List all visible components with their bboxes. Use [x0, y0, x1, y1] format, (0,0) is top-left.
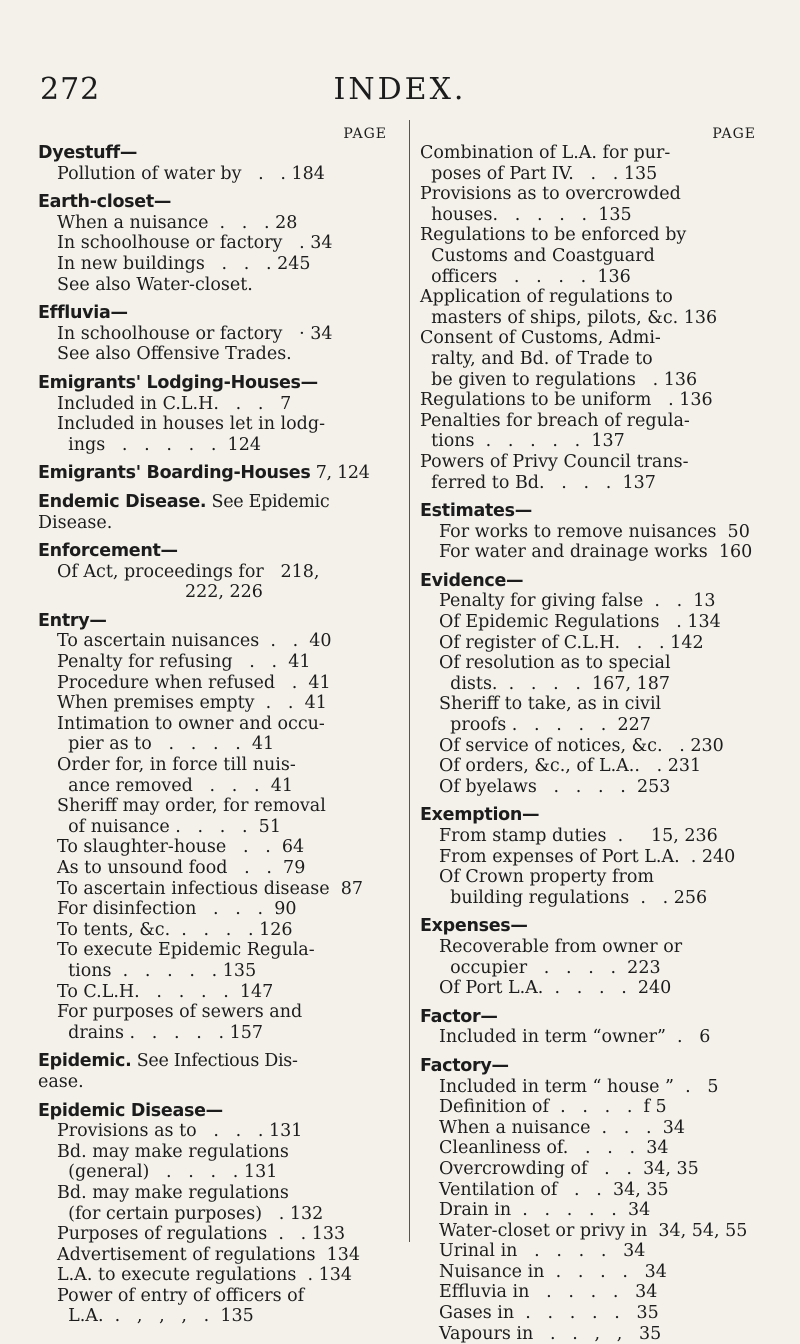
entry-line: To execute Epidemic Regula-	[57, 940, 315, 961]
index-entry	[420, 916, 770, 998]
entry-line: For disinfection . . . 90	[57, 899, 297, 920]
entry-heading	[38, 1101, 401, 1122]
entry-line: tions . . . . . 135	[57, 960, 257, 981]
entry-line: To tents, &c. . . . . 126	[57, 919, 293, 940]
entry-line: For works to remove nuisances 50	[439, 521, 750, 542]
entry-line: poses of Part IV. . . 135	[420, 163, 658, 184]
entry-line: Disease.	[38, 512, 113, 533]
entry-line: (general) . . . . 131	[57, 1162, 278, 1183]
entry-line: Advertisement of regulations 134	[57, 1244, 360, 1265]
entry-heading-text: Evidence—	[420, 570, 524, 591]
entry-line: Effluvia in . . . . 34	[439, 1282, 658, 1303]
entry-line: 222, 226	[57, 582, 263, 603]
entry-line: Vapours in . . , , 35	[439, 1323, 662, 1344]
entry-heading	[38, 373, 401, 394]
entry-line: Water-closet or privy in 34, 54, 55	[439, 1220, 748, 1241]
entry-line: When premises empty . . 41	[57, 693, 327, 714]
index-entry	[420, 143, 770, 493]
entry-line: Regulations to be uniform . 136	[420, 390, 713, 411]
index-entry	[38, 373, 401, 455]
entry-line: To ascertain nuisances . . 40	[57, 631, 332, 652]
entry-heading-text: Entry—	[38, 610, 107, 631]
entry-line: Combination of L.A. for pur-	[420, 143, 671, 163]
column-divider	[409, 120, 410, 1242]
entry-heading-text: Enforcement—	[38, 541, 178, 562]
entry-line: Intimation to owner and occu-	[57, 713, 325, 734]
entry-heading	[38, 611, 401, 632]
entry-line: Sheriff to take, as in civil	[439, 694, 662, 715]
entry-heading	[38, 541, 401, 562]
entry-line: Urinal in . . . . 34	[439, 1241, 646, 1262]
entry-heading	[38, 303, 401, 324]
entry-line: Penalty for refusing . . 41	[57, 652, 311, 673]
index-entry	[420, 501, 770, 563]
index-entry	[420, 1056, 770, 1344]
entry-line: Ventilation of . . 34, 35	[439, 1179, 669, 1200]
page-label: PAGE	[712, 126, 756, 142]
entry-line: Procedure when refused . 41	[57, 672, 331, 693]
entry-line: Application of regulations to	[420, 287, 673, 308]
entry-line: Provisions as to overcrowded	[420, 184, 681, 205]
entry-line: Of byelaws . . . . 253	[439, 776, 671, 797]
entry-heading-text: Exemption—	[420, 805, 540, 826]
entry-line: Penalty for giving false . . 13	[439, 591, 716, 612]
entry-line: Gases in . . . . . 35	[439, 1303, 659, 1324]
index-entry	[38, 1051, 401, 1092]
entry-page-ref: 7, 124	[310, 463, 370, 484]
page-label: PAGE	[343, 126, 387, 142]
entry-line: As to unsound food . . 79	[57, 858, 306, 878]
entry-line: Purposes of regulations . . 133	[57, 1224, 346, 1245]
left-entries	[38, 143, 401, 1327]
entry-line: Consent of Customs, Admi-	[420, 328, 661, 349]
entry-heading-text: Epidemic.	[38, 1051, 132, 1072]
entry-line: For water and drainage works 160	[439, 542, 753, 563]
entry-line: Bd. may make regulations	[57, 1182, 289, 1203]
entry-line: In new buildings . . . 245	[57, 253, 311, 274]
entry-line: To ascertain infectious disease 87	[57, 878, 364, 899]
entry-line: For purposes of sewers and	[57, 1002, 303, 1023]
entry-line: See also Water-closet.	[57, 274, 253, 295]
entry-heading	[420, 916, 770, 937]
entry-line: From expenses of Port L.A. . 240	[439, 846, 736, 867]
entry-heading	[420, 571, 770, 592]
entry-line: of nuisance . . . . 51	[57, 816, 281, 837]
entry-line: Of service of notices, &c. . 230	[439, 735, 724, 756]
entry-line: Provisions as to . . . 131	[57, 1121, 303, 1142]
entry-line: drains . . . . . 157	[57, 1022, 264, 1043]
entry-line: pier as to . . . . 41	[57, 734, 275, 755]
entry-heading	[420, 1056, 770, 1077]
entry-line: Order for, in force till nuis-	[57, 755, 296, 776]
entry-line: be given to regulations . 136	[420, 369, 698, 390]
left-column	[38, 125, 401, 1327]
entry-line: Nuisance in . . . . 34	[439, 1261, 667, 1282]
entry-line: Of register of C.L.H. . . 142	[439, 632, 704, 653]
entry-see-also: See Infectious Dis-	[131, 1051, 298, 1072]
entry-line: Of Act, proceedings for 218,	[57, 561, 320, 582]
entry-line: ferred to Bd. . . . 137	[420, 472, 656, 493]
entry-heading	[420, 805, 770, 826]
entry-line: Cleanliness of. . . . 34	[439, 1138, 669, 1159]
entry-line: Drain in . . . . . 34	[439, 1200, 651, 1221]
entry-line: Bd. may make regulations	[57, 1141, 289, 1162]
entry-line: Of Epidemic Regulations . 134	[439, 612, 721, 633]
entry-heading-text: Dyestuff—	[38, 143, 138, 163]
entry-line: Definition of . . . . f 5	[439, 1097, 667, 1118]
entry-line: Of resolution as to special	[439, 653, 671, 674]
index-entry	[38, 492, 401, 533]
entry-line: officers . . . . 136	[420, 266, 631, 287]
entry-line: ings . . . . . 124	[57, 434, 261, 455]
entry-heading-text: Emigrants' Lodging-Houses—	[38, 372, 318, 393]
entry-line: building regulations . . 256	[439, 887, 708, 908]
index-entry	[420, 1007, 770, 1048]
entry-heading-text: Epidemic Disease—	[38, 1100, 223, 1121]
page-number: 272	[40, 72, 101, 107]
entry-line: In schoolhouse or factory · 34	[57, 323, 333, 344]
entry-line: Regulations to be enforced by	[420, 225, 687, 246]
entry-line: Of Port L.A. . . . . 240	[439, 978, 672, 999]
entry-line: Included in C.L.H. . . 7	[57, 393, 292, 414]
entry-line: masters of ships, pilots, &c. 136	[420, 307, 718, 328]
entry-line: To slaughter-house . . 64	[57, 837, 305, 858]
entry-line: occupier . . . . 223	[439, 957, 661, 978]
entry-line: L.A. to execute regulations . 134	[57, 1265, 352, 1286]
entry-heading	[420, 1007, 770, 1028]
entry-line: Included in term “ house ” . 5	[439, 1076, 719, 1097]
entry-heading	[38, 463, 401, 484]
index-entry	[38, 143, 401, 184]
entry-line: Pollution of water by . . 184	[57, 163, 325, 184]
right-entries	[420, 143, 770, 1344]
entry-line: Penalties for breach of regula-	[420, 410, 690, 431]
entry-heading	[38, 492, 401, 513]
entry-see-also: See Epidemic	[206, 491, 330, 512]
entry-line: Overcrowding of . . 34, 35	[439, 1158, 699, 1179]
entry-line: Power of entry of officers of	[57, 1285, 305, 1306]
entry-line: proofs . . . . . 227	[439, 715, 651, 736]
index-entry	[420, 571, 770, 798]
entry-heading-text: Factory—	[420, 1055, 509, 1076]
entry-line: Recoverable from owner or	[439, 936, 683, 957]
entry-line: To C.L.H. . . . . 147	[57, 981, 274, 1002]
index-entry	[38, 303, 401, 365]
entry-heading-text: Factor—	[420, 1006, 498, 1027]
entry-line: Included in houses let in lodg-	[57, 414, 325, 435]
entry-line: tions . . . . . 137	[420, 431, 625, 452]
entry-line: Included in term “owner” . 6	[439, 1027, 711, 1048]
entry-line: In schoolhouse or factory . 34	[57, 233, 333, 254]
index-entry	[420, 805, 770, 908]
entry-line: dists. . . . . 167, 187	[439, 673, 670, 694]
entry-heading-text: Expenses—	[420, 916, 528, 937]
entry-heading-text: Emigrants' Boarding-Houses	[38, 463, 311, 484]
entry-heading-text: Estimates—	[420, 501, 532, 522]
index-entry	[38, 192, 401, 295]
entry-line: Customs and Coastguard	[420, 245, 655, 266]
entry-line: Of Crown property from	[439, 867, 654, 888]
entry-line: ease.	[38, 1071, 84, 1092]
index-entry	[38, 541, 401, 603]
entry-line: houses. . . . . 135	[420, 204, 632, 225]
entry-line: ralty, and Bd. of Trade to	[420, 348, 653, 369]
entry-line: From stamp duties . 15, 236	[439, 826, 718, 846]
entry-line: Powers of Privy Council trans-	[420, 451, 689, 472]
entry-line: (for certain purposes) . 132	[57, 1203, 324, 1224]
entry-heading	[38, 143, 401, 164]
entry-heading	[38, 192, 401, 213]
entry-heading-text: Effluvia—	[38, 303, 128, 324]
entry-line: See also Offensive Trades.	[57, 344, 292, 365]
entry-line: Sheriff may order, for removal	[57, 796, 326, 817]
entry-heading	[38, 1051, 401, 1072]
index-entry	[38, 611, 401, 1043]
index-entry	[38, 1101, 401, 1328]
running-head: INDEX.	[333, 72, 467, 107]
index-entry	[38, 463, 401, 484]
entry-heading-text: Earth-closet—	[38, 192, 172, 213]
entry-line: When a nuisance . . . 28	[57, 212, 298, 233]
entry-heading-text: Endemic Disease.	[38, 491, 207, 512]
right-column	[420, 125, 770, 1344]
entry-heading	[420, 501, 770, 522]
entry-line: Of orders, &c., of L.A.. . 231	[439, 756, 702, 777]
entry-line: ance removed . . . 41	[57, 775, 293, 796]
entry-line: When a nuisance . . . 34	[439, 1117, 686, 1138]
entry-line: L.A. . , , , . 135	[57, 1306, 254, 1327]
